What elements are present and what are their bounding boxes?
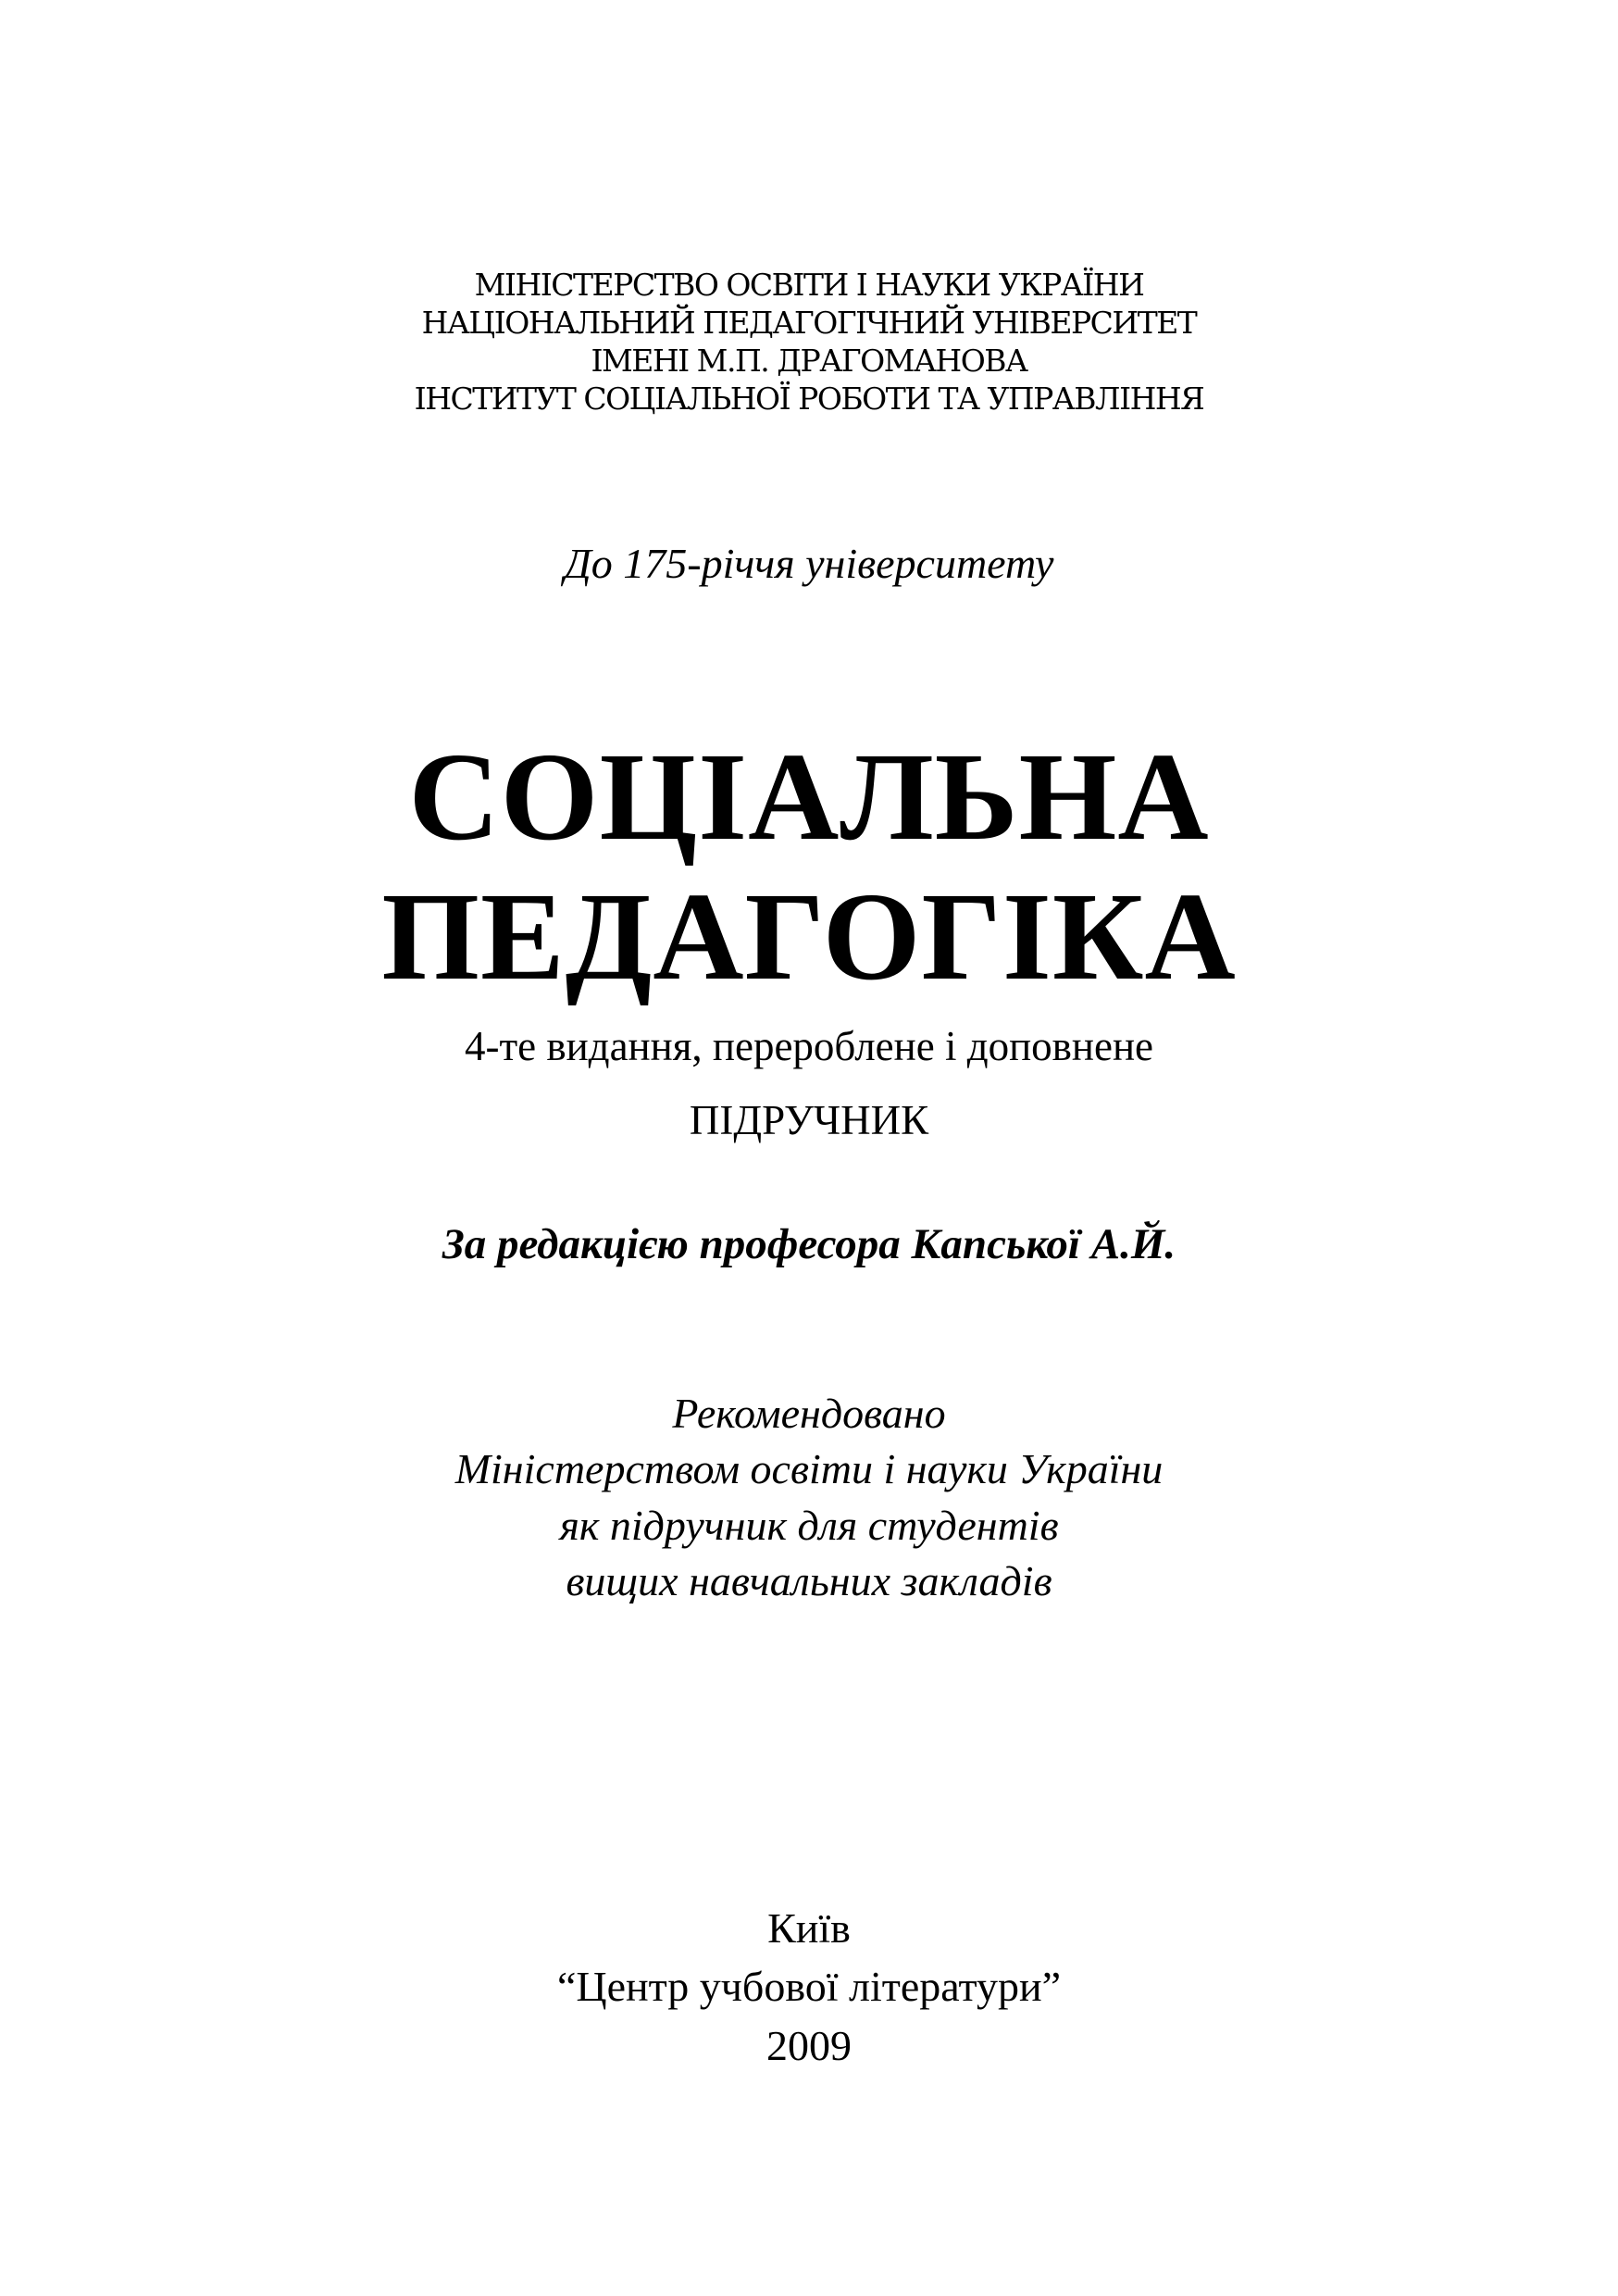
book-type: ПІДРУЧНИК	[689, 1097, 929, 1143]
recommendation-line: Рекомендовано	[672, 1390, 946, 1437]
book-title-line-2: ПЕДАГОГІКА	[381, 867, 1237, 1006]
dedication: До 175-річчя університету	[564, 540, 1054, 587]
imprint-year: 2009	[766, 2022, 852, 2069]
university-name-continued: ІМЕНІ М.П. ДРАГОМАНОВА	[591, 343, 1027, 379]
imprint-city: Київ	[767, 1904, 851, 1952]
book-title-line-1: СОЦІАЛЬНА	[408, 728, 1210, 867]
editor-credit: За редакцією професора Капської А.Й.	[442, 1220, 1176, 1268]
university-name: НАЦІОНАЛЬНИЙ ПЕДАГОГІЧНИЙ УНІВЕРСИТЕТ	[421, 305, 1197, 341]
recommendation-line: як підручник для студентів	[559, 1502, 1059, 1549]
edition-note: 4-те видання, перероблене і доповнене	[464, 1023, 1154, 1069]
recommendation-line: вищих навчальних закладів	[566, 1557, 1052, 1604]
recommendation-line: Міністерством освіти і науки України	[454, 1445, 1164, 1492]
institute-name: ІНСТИТУТ СОЦІАЛЬНОЇ РОБОТИ ТА УПРАВЛІННЯ	[414, 381, 1204, 417]
imprint-publisher: “Центр учбової літератури”	[556, 1963, 1062, 2010]
ministry-name: МІНІСТЕРСТВО ОСВІТИ І НАУКИ УКРАЇНИ	[474, 267, 1144, 303]
